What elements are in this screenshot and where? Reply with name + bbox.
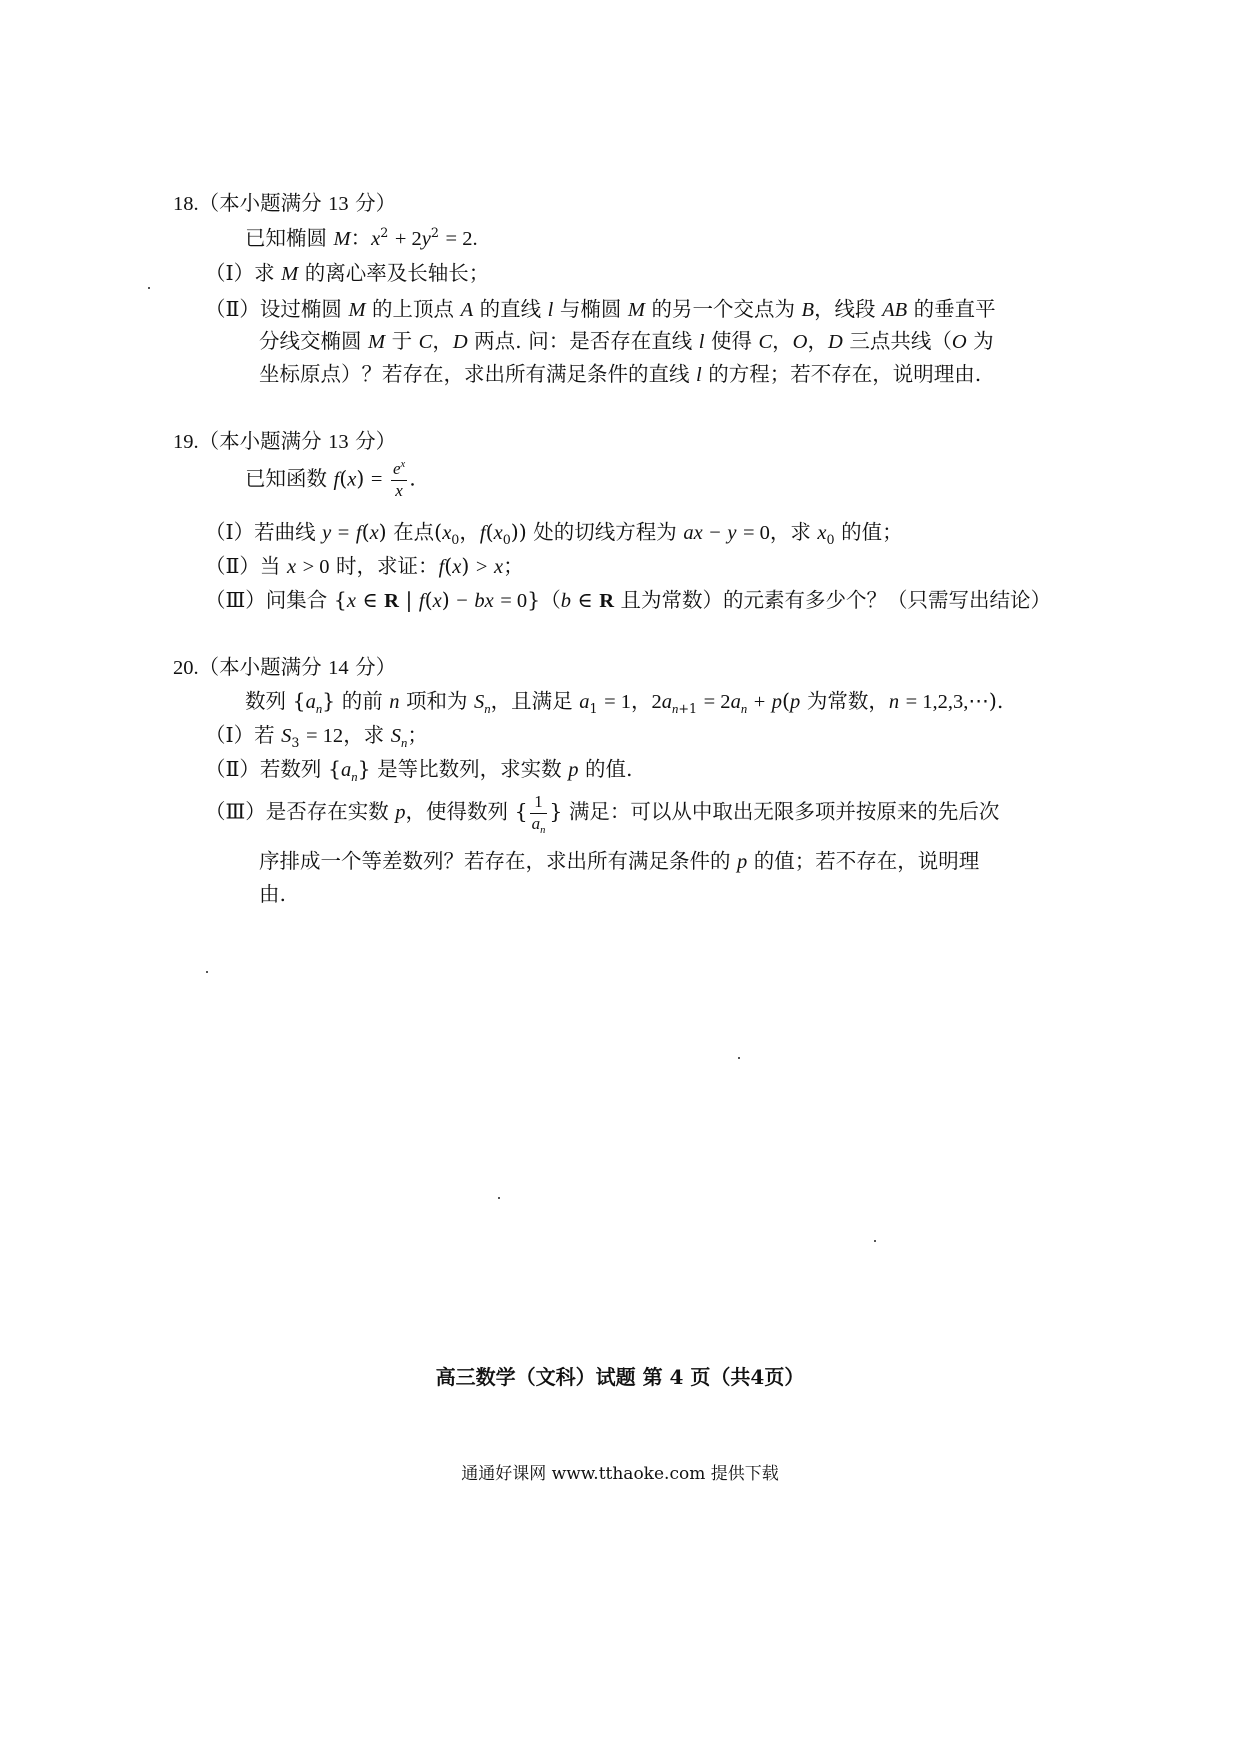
q19-part1: （Ⅰ）若曲线 y = f(x) 在点($x_0$，$f(x_0)$) 处的切线方程为 ax − y = 0，求 $x_0$ 的值； [205,520,903,548]
q20-part3-line3: 由. [259,882,287,906]
scan-speck [874,1240,876,1242]
download-credit: 通通好课网 www.tthaoke.com 提供下载 [461,1464,779,1484]
q20-part3-line2: 序排成一个等差数列？若存在，求出所有满足条件的 p 的值；若不存在，说明理 [259,849,980,873]
q20-part1: （Ⅰ）若 $S_3 = 12$，求 $S_n$； [205,723,428,751]
scan-speck [148,287,150,289]
q20-part3-line1: （Ⅲ）是否存在实数 p，使得数列 { $\frac{1}{a_n}$ } 满足：可以从中取出无限多项并按原来的先后次 [205,792,1000,836]
q19-part2: （Ⅱ）当 x > 0 时，求证：f(x) > x； [205,554,524,578]
q18-part2-line2: 分线交椭圆 M 于 C，D 两点. 问：是否存在直线 l 使得 C，O，D 三点共线（O 为 [259,329,994,353]
q20-stem: 数列 $\{a_n\}$ 的前 n 项和为 $S_n$，且满足 $a_1 = 1$，$2a_{n+1} = 2a_n + p(p$ 为常数，n = 1,2,3,⋯). [245,689,1004,717]
q18-part2-line1: （Ⅱ）设过椭圆 M 的上顶点 A 的直线 l 与椭圆 M 的另一个交点为 B，线段 AB 的垂直平 [205,297,996,321]
q20-part2: （Ⅱ）若数列 $\{a_n\}$ 是等比数列，求实数 p 的值. [205,757,633,785]
q18-title: 18.（本小题满分 13 分） [173,191,397,215]
q19-stem: 已知函数 f(x) = $\frac{e^x}{x}$ . [245,459,416,500]
q18-part2-line3: 坐标原点）？若存在，求出所有满足条件的直线 l 的方程；若不存在，说明理由. [259,362,982,386]
q19-title: 19.（本小题满分 13 分） [173,429,397,453]
q19-part3: （Ⅲ）问集合 {x ∈ R | f(x) − bx = 0}（b ∈ R 且为常数）的元素有多少个？（只需写出结论） [205,588,1052,612]
scan-speck [738,1057,740,1059]
q20-title: 20.（本小题满分 14 分） [173,655,397,679]
scan-speck [206,971,208,973]
page-footer: 高三数学（文科）试题 第 4 页（共4页） [435,1365,805,1389]
q18-stem: 已知椭圆 M：$x^2 + 2y^2 = 2$. [245,225,478,250]
exp-over-x-fraction: $\frac{e^x}{x}$ [392,459,406,500]
scan-speck [498,1197,500,1199]
reciprocal-an-fraction: $\frac{1}{a_n}$ [531,792,546,836]
q18-part1: （Ⅰ）求 M 的离心率及长轴长； [205,261,490,285]
